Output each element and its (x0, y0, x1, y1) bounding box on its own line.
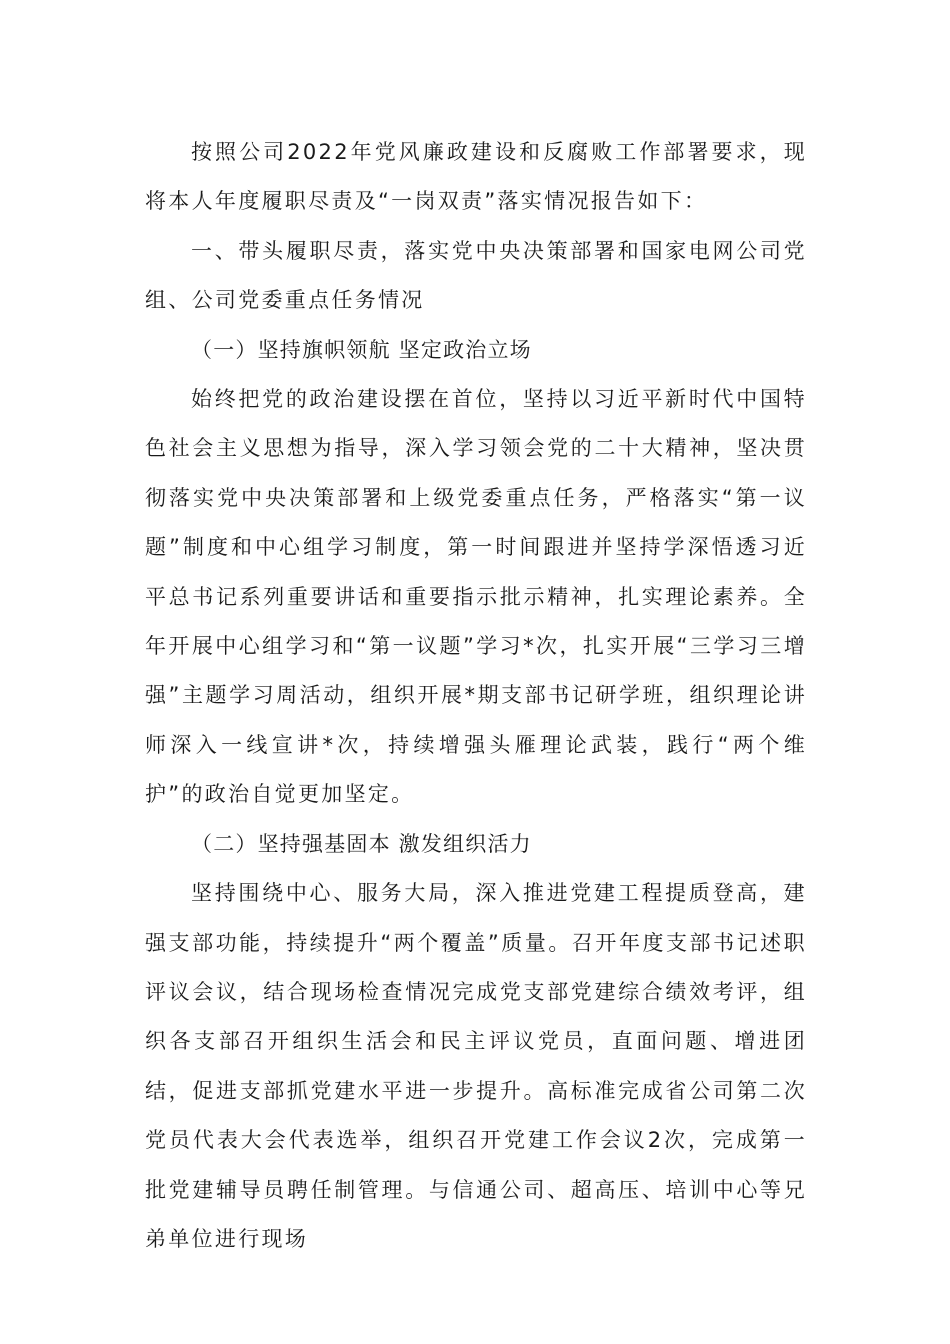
document-body (145, 128, 807, 1264)
section-heading-1: 一、带头履职尽责，落实党中央决策部署和国家电网公司党组、公司党委重点任务情况 (145, 238, 807, 313)
paragraph-intro: 按照公司2022年党风廉政建设和反腐败工作部署要求，现将本人年度履职尽责及“一岗双责”落实情况报告如下： (145, 140, 807, 214)
subheading-1: （一）坚持旗帜领航 坚定政治立场 (191, 337, 532, 362)
paragraph-political-building: 始终把党的政治建设摆在首位，坚持以习近平新时代中国特色社会主义思想为指导，深入学习领会党的二十大精神，坚决贯彻落实党中央决策部署和上级党委重点任务，严格落实“第一议题”制度和中心组学习制度，第一时间跟进并坚持学深悟透习近平总书记系列重要讲话和重要指示批示精神，扎实理论素养。全年开展中心组学习和“第一议题”学习*次，扎实开展“三学习三增强”主题学习周活动，组织开展*期支部书记研学班，组织理论讲师深入一线宣讲*次，持续增强头雁理论武装，践行“两个维护”的政治自觉更加坚定。 (145, 387, 807, 807)
subheading-2: （二）坚持强基固本 激发组织活力 (191, 831, 532, 856)
paragraph-organization: 坚持围绕中心、服务大局，深入推进党建工程提质登高，建强支部功能，持续提升“两个覆盖”质量。召开年度支部书记述职评议会议，结合现场检查情况完成党支部党建综合绩效考评，组织各支部召开组织生活会和民主评议党员，直面问题、增进团结，促进支部抓党建水平进一步提升。高标准完成省公司第二次党员代表大会代表选举，组织召开党建工作会议2次，完成第一批党建辅导员聘任制管理。与信通公司、超高压、培训中心等兄弟单位进行现场 (145, 881, 807, 1251)
